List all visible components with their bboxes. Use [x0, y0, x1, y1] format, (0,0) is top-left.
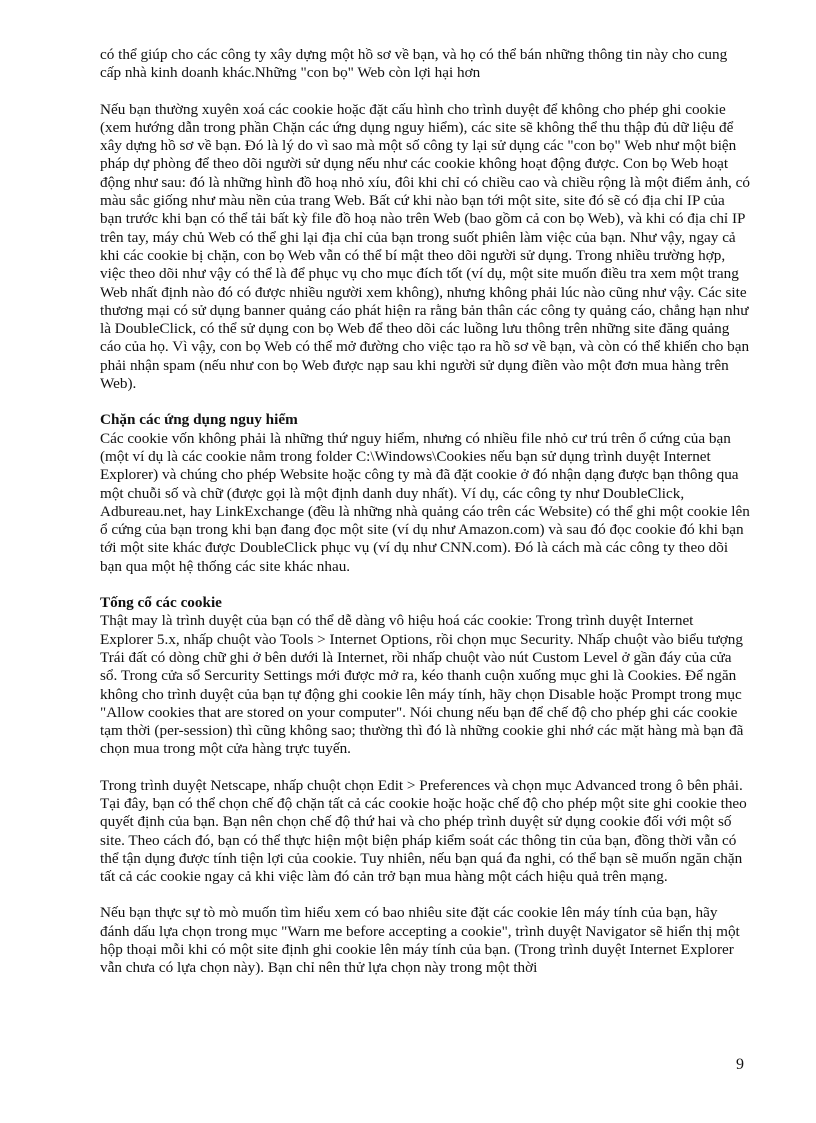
- paragraph-web-bugs: Nếu bạn thường xuyên xoá các cookie hoặc đặt cấu hình cho trình duyệt để không cho phép ghi cookie (xem hướng dẫn trong phần Chặn các ứng dụng nguy hiểm), các site sẽ không thể thu thập đủ dữ liệu để xây dựng hồ sơ về bạn. Đó là lý do vì sao mà một số công ty lại sử dụng các "con bọ" Web như một biện pháp dự phòng để theo dõi người sử dụng nếu như các cookie không hoạt động được. Con bọ Web hoạt động như sau: đó là những hình đồ hoạ nhỏ xíu, đôi khi chỉ có chiều cao và chiều rộng là một điểm ảnh, có màu sắc giống như màu nền của trang Web. Bất cứ khi nào bạn tới một site, site đó sẽ có địa chỉ IP của bạn trước khi bạn có thể tải bất kỳ file đồ hoạ nào trên Web (bao gồm cả con bọ Web), và khi có địa chỉ IP trên tay, máy chủ Web có thể ghi lại địa chỉ của bạn trong suốt phiên làm việc của bạn. Như vậy, ngay cả khi các cookie bị chặn, con bọ Web vẫn có thể bí mật theo dõi người sử dụng. Trong nhiều trường hợp, việc theo dõi như vậy có thể là để phục vụ cho mục đích tốt (ví dụ, một site muốn điều tra xem một trang Web nhất định nào đó có được nhiều người xem không), nhưng không phải lúc nào cũng như vậy. Các site thương mại có sử dụng banner quảng cáo phát hiện ra rằng bản thân các công ty quảng cáo, chẳng hạn như là DoubleClick, có thể sử dụng con bọ Web để theo dõi các luồng lưu thông trên những site đăng quảng cáo của họ. Vì vậy, con bọ Web có thể mở đường cho việc tạo ra hồ sơ về bạn, và còn có thể khiến cho bạn phải nhận spam (nếu như con bọ Web được nạp sau khi người sử dụng điền vào một đơn mua hàng trên Web).: [100, 100, 750, 393]
- section-heading-block: Chặn các ứng dụng nguy hiểm: [100, 411, 298, 429]
- paragraph-warn-cookie: Nếu bạn thực sự tò mò muốn tìm hiểu xem có bao nhiêu site đặt các cookie lên máy tính của bạn, hãy đánh dấu lựa chọn trong mục "Warn me before accepting a cookie", trình duyệt Navigator sẽ hiển thị một hộp thoại mỗi khi có một site định ghi cookie lên máy tính của bạn. (Trong trình duyệt Internet Explorer vẫn chưa có lựa chọn này). Bạn chỉ nên thử lựa chọn này trong một thời: [100, 904, 740, 977]
- paragraph-intro: có thể giúp cho các công ty xây dựng một hồ sơ về bạn, và họ có thể bán những thông tin này cho cung cấp nhà kinh doanh khác.Những "con bọ" Web còn lợi hại hơn: [100, 46, 728, 82]
- paragraph-netscape: Trong trình duyệt Netscape, nhấp chuột chọn Edit > Preferences và chọn mục Advanced trong ô bên phải. Tại đây, bạn có thể chọn chế độ chặn tất cả các cookie hoặc hoặc chế độ cho phép một site ghi cookie theo quyết định của bạn. Bạn nên chọn chế độ thứ hai và cho phép trình duyệt sử dụng cookie đối với một số site. Theo cách đó, bạn có thể thực hiện một biện pháp kiểm soát các thông tin của bạn, đồng thời vẫn có thể tận dụng được tính tiện lợi của cookie. Tuy nhiên, nếu bạn quá đa nghi, có thể bạn sẽ muốn ngăn chặn tất cả các cookie ngay cả khi việc làm đó cản trở bạn mua hàng một cách hiệu quả trên mạng.: [100, 776, 747, 886]
- section-text-cookies: Thật may là trình duyệt của bạn có thể dễ dàng vô hiệu hoá các cookie: Trong trình duyệt Internet Explorer 5.x, nhấp chuột vào Tools > Internet Options, rồi chọn mục Security. Nhấp chuột vào biểu tượng Trái đất có dòng chữ ghi ở bên dưới là Internet, rồi nhấp chuột vào nút Custom Level ở gần đáy của cửa sổ. Trong cửa sổ Sercurity Settings mới được mở ra, kéo thanh cuộn xuống mục ghi là Cookies. Để ngăn không cho trình duyệt của bạn tự động ghi cookie lên máy tính, hãy chọn Disable hoặc Prompt trong mục "Allow cookies that are stored on your computer". Nói chung nếu bạn để chế độ cho phép ghi các cookie tạm thời (per-session) thì cũng không sao; thường thì đó là những cookie ghi nhớ các mặt hàng mà bạn đã chọn mua trong một cửa hàng trực tuyến.: [100, 612, 744, 758]
- section-block-dangerous-apps: [100, 411, 750, 576]
- section-text-block: Các cookie vốn không phải là những thứ nguy hiểm, nhưng có nhiều file nhỏ cư trú trên ổ cứng của bạn (một ví dụ là các cookie nằm trong folder C:\Windows\Cookies nếu bạn sử dụng trình duyệt Internet Explorer) và chúng cho phép Website hoặc công ty mà đã đặt cookie ở đó nhận dạng được bạn thông qua một chuỗi số và chữ (được gọi là một định danh duy nhất). Ví dụ, các công ty như DoubleClick, Adbureau.net, hay LinkExchange (đều là những nhà quảng cáo trên các Website) có thể ghi một cookie lên ổ cứng của bạn trong khi bạn đang đọc một site (ví dụ như Amazon.com) và sau đó đọc cookie đó khi bạn tới một site khác được DoubleClick phục vụ (ví dụ như CNN.com). Đó là cách mà các công ty theo dõi bạn qua một hệ thống các site khác nhau.: [100, 429, 750, 575]
- document-page: [100, 46, 750, 996]
- section-remove-cookies: [100, 594, 750, 759]
- page-number: 9: [736, 1056, 744, 1073]
- section-heading-cookies: Tống cổ các cookie: [100, 594, 222, 612]
